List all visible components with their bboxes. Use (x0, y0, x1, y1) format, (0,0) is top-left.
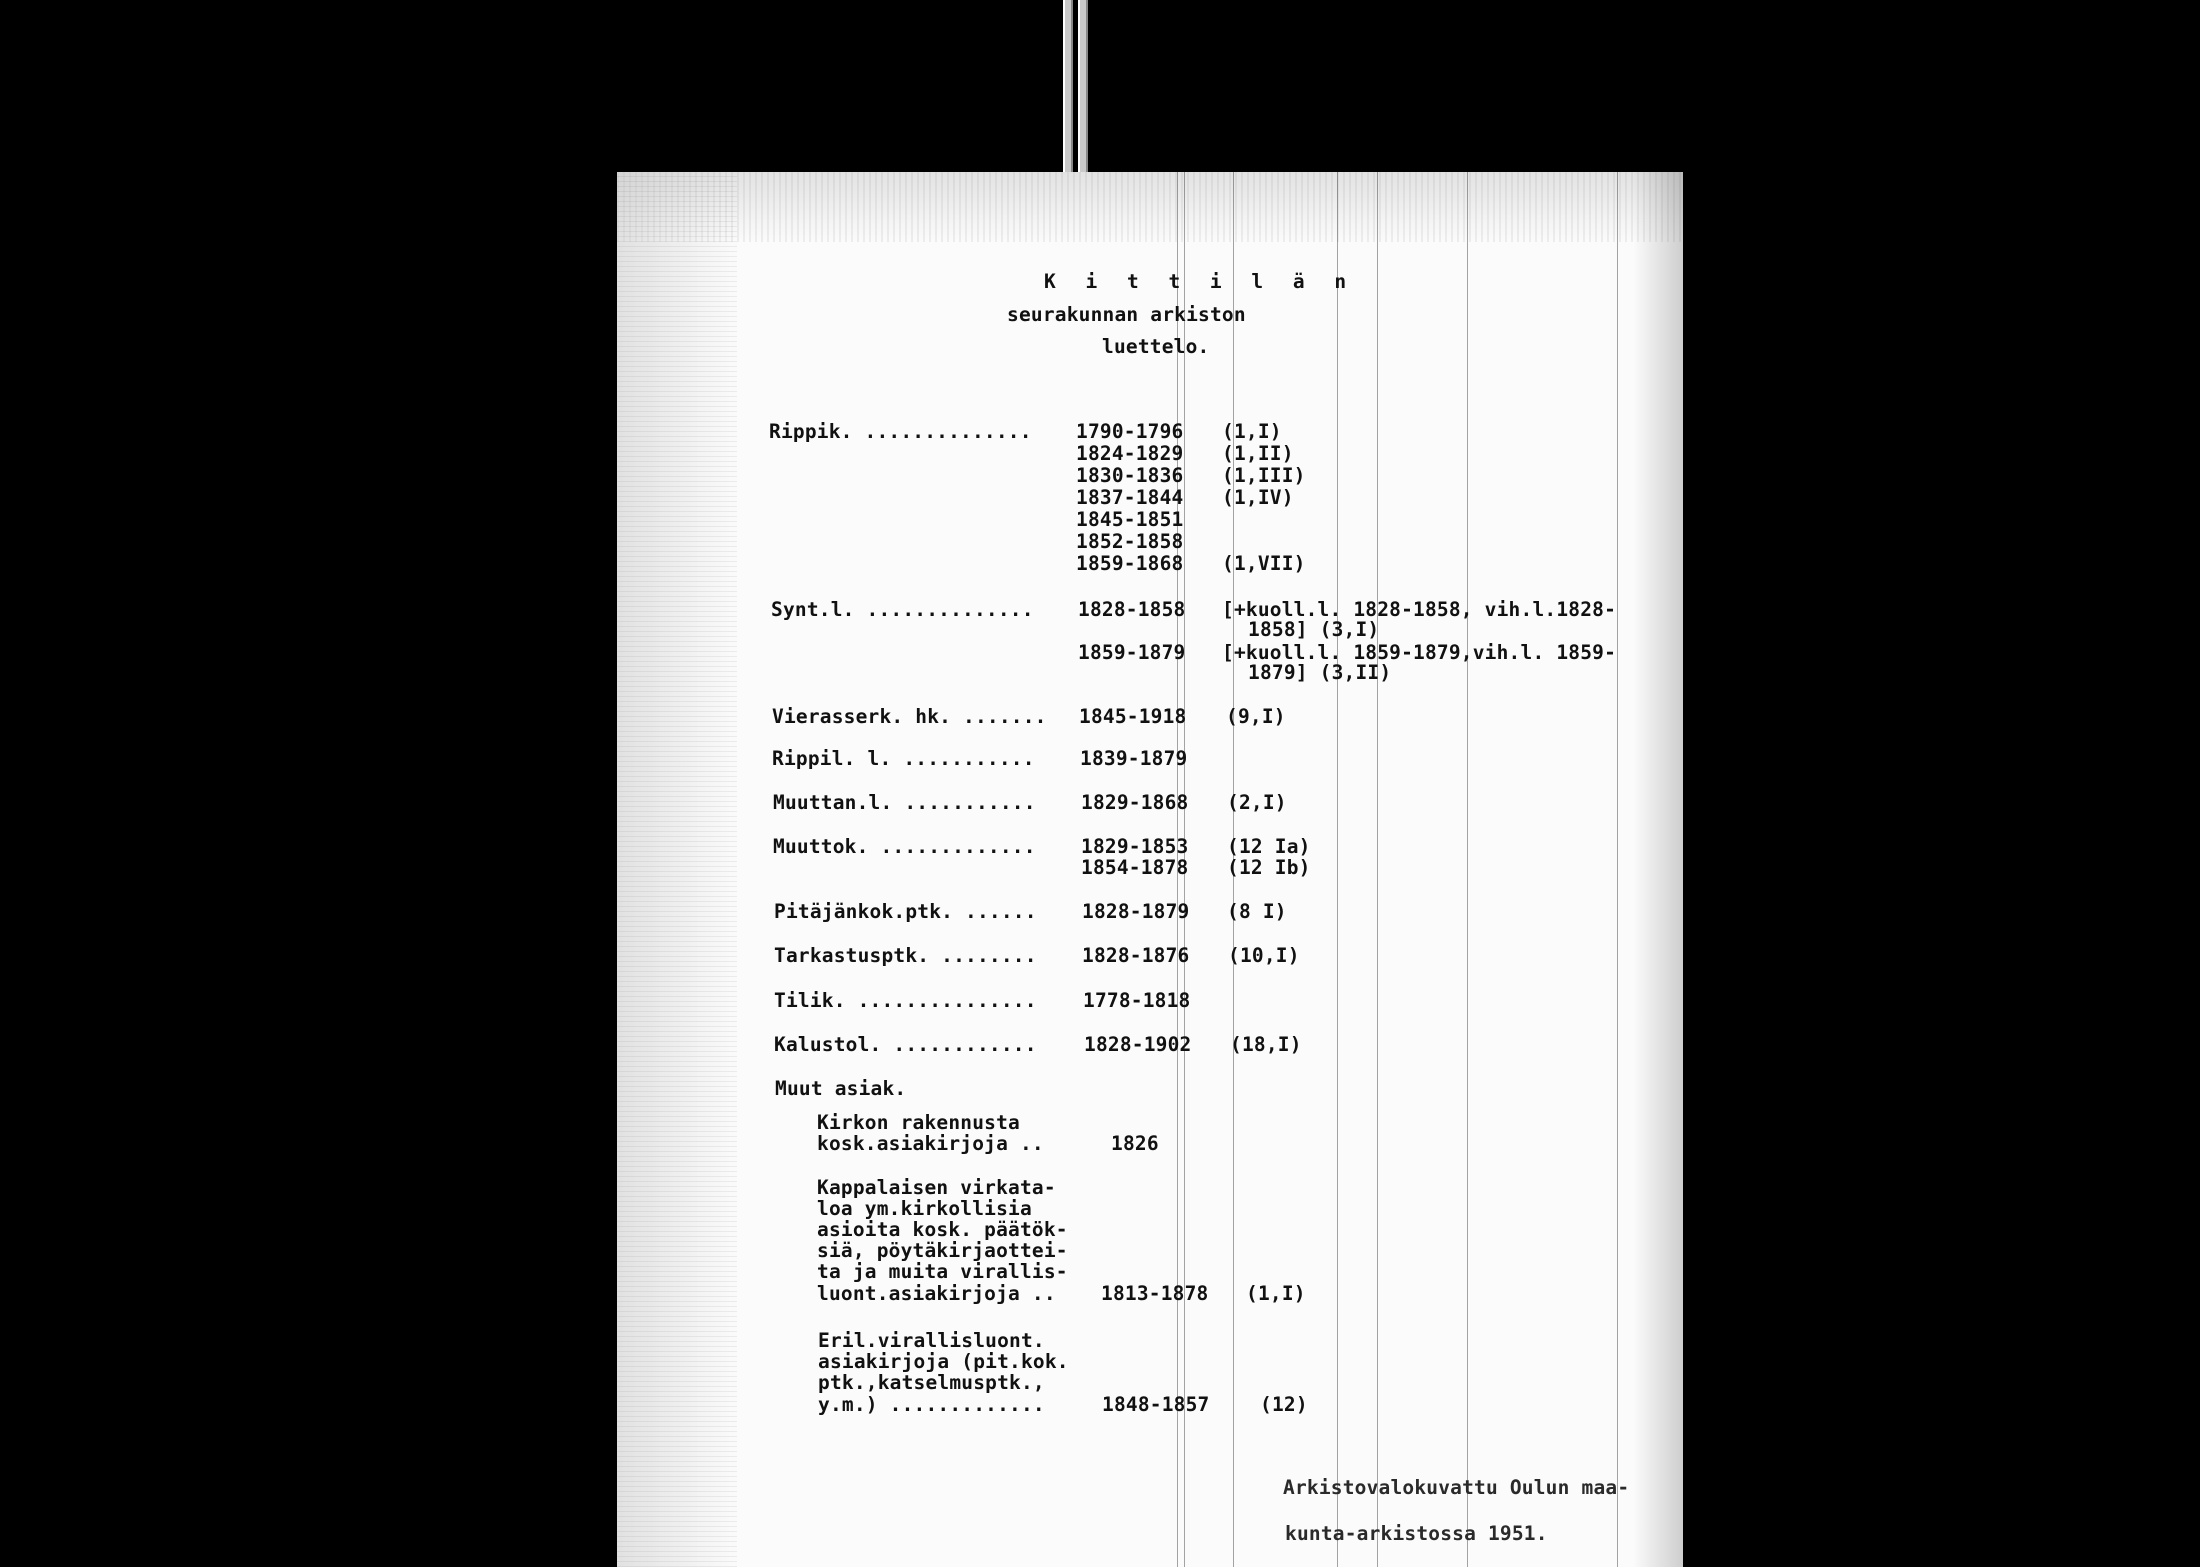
entry-years: 1839-1879 (1080, 747, 1188, 770)
entry-ref: (2,I) (1227, 791, 1287, 814)
entry-ref: (10,I) (1228, 944, 1300, 967)
subentry-line: loa ym.kirkollisia (817, 1197, 1032, 1220)
entry-years: 1848-1857 (1102, 1393, 1210, 1416)
film-scratch (1467, 172, 1468, 1567)
entry-years: 1837-1844 (1076, 486, 1184, 509)
entry-label-tarkastus: Tarkastusptk. ........ (774, 944, 1037, 967)
entry-ref: (18,I) (1230, 1033, 1302, 1056)
entry-label-kalustol: Kalustol. ............ (774, 1033, 1037, 1056)
entry-label-muut: Muut asiak. (775, 1077, 907, 1100)
entry-years: 1828-1902 (1084, 1033, 1192, 1056)
film-scratch (1617, 172, 1618, 1567)
entry-years: 1813-1878 (1101, 1282, 1209, 1305)
entry-ref: [+kuoll.l. 1828-1858, vih.l.1828- (1222, 598, 1617, 621)
entry-label-vierasserk: Vierasserk. hk. ....... (772, 705, 1047, 728)
entry-label-rippil: Rippil. l. ........... (772, 747, 1035, 770)
entry-ref: (12 Ib) (1227, 856, 1311, 879)
entry-ref: (1,III) (1222, 464, 1306, 487)
entry-label-muuttok: Muuttok. ............. (773, 835, 1036, 858)
page-shadow (1633, 172, 1683, 1567)
entry-ref: (1,II) (1222, 442, 1294, 465)
subentry-line: luont.asiakirjoja .. (817, 1282, 1056, 1305)
page-subtitle: seurakunnan arkiston (1007, 303, 1246, 326)
entry-years: 1828-1879 (1082, 900, 1190, 923)
entry-years: 1790-1796 (1076, 420, 1184, 443)
entry-years: 1829-1853 (1081, 835, 1189, 858)
subentry-line: siä, pöytäkirjaottei- (817, 1239, 1068, 1262)
entry-years: 1778-1818 (1083, 989, 1191, 1012)
entry-ref: (1,I) (1246, 1282, 1306, 1305)
entry-years: 1854-1878 (1081, 856, 1189, 879)
subentry-line: ptk.,katselmusptk., (818, 1371, 1045, 1394)
subentry-line: ta ja muita virallis- (817, 1260, 1068, 1283)
subentry-line: asioita kosk. päätök- (817, 1218, 1068, 1241)
subentry-line: Kappalaisen virkata- (817, 1176, 1056, 1199)
entry-years: 1829-1868 (1081, 791, 1189, 814)
entry-years: 1852-1858 (1076, 530, 1184, 553)
entry-years: 1830-1836 (1076, 464, 1184, 487)
film-scratch (1337, 172, 1338, 1567)
entry-ref: (8 I) (1227, 900, 1287, 923)
entry-years: 1859-1868 (1076, 552, 1184, 575)
entry-years: 1845-1918 (1079, 705, 1187, 728)
entry-ref: (1,IV) (1222, 486, 1294, 509)
entry-years: 1828-1858 (1078, 598, 1186, 621)
entry-years: 1845-1851 (1076, 508, 1184, 531)
archive-note-line1: Arkistovalokuvattu Oulun maa- (1283, 1476, 1630, 1499)
entry-ref: [+kuoll.l. 1859-1879,vih.l. 1859- (1222, 641, 1617, 664)
entry-ref: (12 Ia) (1227, 835, 1311, 858)
entry-ref: (1,VII) (1222, 552, 1306, 575)
subentry-line: y.m.) ............. (818, 1393, 1045, 1416)
entry-years: 1828-1876 (1082, 944, 1190, 967)
entry-label-synt: Synt.l. .............. (771, 598, 1034, 621)
entry-ref-cont: 1879] (3,II) (1248, 661, 1392, 684)
entry-years: 1824-1829 (1076, 442, 1184, 465)
entry-ref-cont: 1858] (3,I) (1248, 618, 1380, 641)
archive-note-line2: kunta-arkistossa 1951. (1285, 1522, 1548, 1545)
page-subtitle-2: luettelo. (1102, 335, 1210, 358)
entry-ref: (1,I) (1222, 420, 1282, 443)
page-title: K i t t i l ä n (1044, 270, 1356, 293)
entry-label-tilik: Tilik. ............... (774, 989, 1037, 1012)
entry-label-muuttanl: Muuttan.l. ........... (773, 791, 1036, 814)
binding-strap (1078, 0, 1088, 176)
entry-label-rippik: Rippik. .............. (769, 420, 1032, 443)
entry-years: 1859-1879 (1078, 641, 1186, 664)
subentry-line: Kirkon rakennusta (817, 1111, 1020, 1134)
subentry-line: kosk.asiakirjoja .. (817, 1132, 1044, 1155)
binding-strap (1063, 0, 1073, 176)
entry-ref: (12) (1260, 1393, 1308, 1416)
subentry-line: asiakirjoja (pit.kok. (818, 1350, 1069, 1373)
entry-years: 1826 (1111, 1132, 1159, 1155)
film-scratch (1377, 172, 1378, 1567)
entry-ref: (9,I) (1226, 705, 1286, 728)
entry-label-pitajankok: Pitäjänkok.ptk. ...... (774, 900, 1037, 923)
subentry-line: Eril.virallisluont. (818, 1329, 1045, 1352)
